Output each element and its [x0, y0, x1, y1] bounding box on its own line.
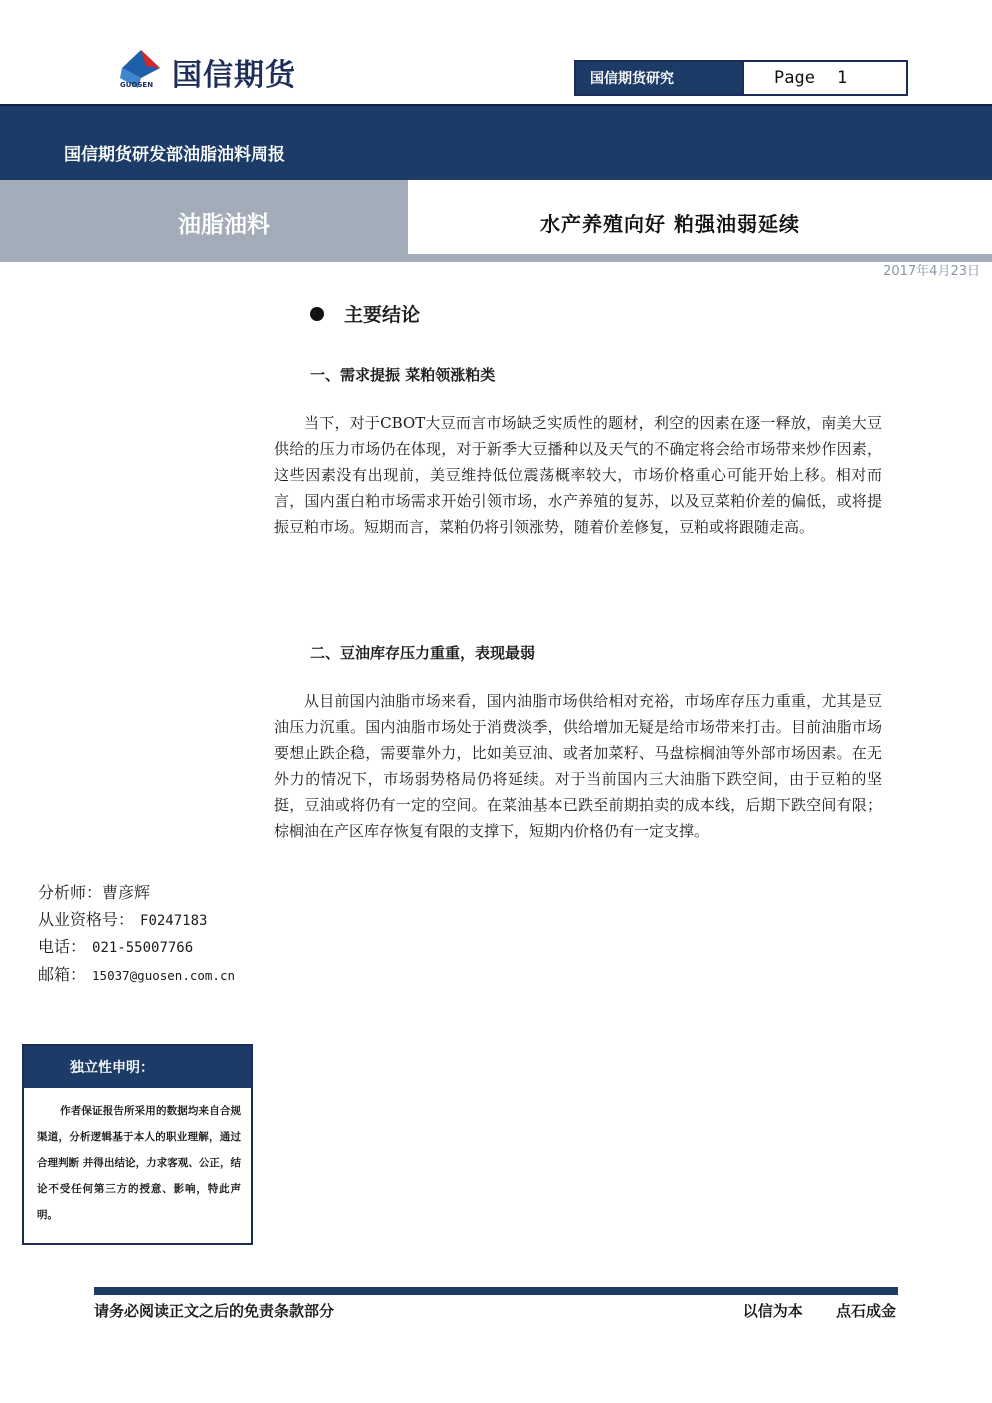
section-body: 当下，对于CBOT大豆而言市场缺乏实质性的题材，利空的因素在逐一释放，南美大豆供给的压力市场仍在体现，对于新季大豆播种以及天气的不确定将会给市场带来炒作因素，这些因素没有出现前，美豆维持低位震荡概率较大，市场价格重心可能开始上移。相对而言，国内蛋白粕市场需求开始引领市场，水产养殖的复苏，以及豆菜粕价差的偏低，或将提振豆粕市场。短期而言，菜粕仍将引领涨势，随着价差修复，豆粕或将跟随走高。 — [274, 414, 882, 536]
analyst-cert-label: 从业资格号： — [38, 909, 135, 929]
section-body: 从目前国内油脂市场来看，国内油脂市场供给相对充裕，市场库存压力重重，尤其是豆油压力沉重。国内油脂市场处于消费淡季，供给增加无疑是给市场带来打击。目前油脂市场要想止跌企稳，需要靠外力，比如美豆油、或者加菜籽、马盘棕榈油等外部市场因素。在无外力的情况下，市场弱势格局仍将延续。对于当前国内三大油脂下跌空间，由于豆粕的坚挺，豆油或将仍有一定的空间。在菜油基本已跌至前期拍卖的成本线，后期下跌空间有限；棕榈油在产区库存恢复有限的支撑下，短期内价格仍有一定支撑。 — [274, 692, 882, 840]
page-label: Page — [774, 68, 815, 88]
analyst-cert: F0247183 — [140, 912, 208, 929]
analyst-phone-row — [38, 934, 235, 962]
analyst-cert-row — [38, 907, 235, 935]
section-title: 一、需求提振 菜粕领涨粕类 — [310, 366, 496, 384]
analyst-phone-label: 电话： — [38, 937, 87, 956]
page-indicator-box — [574, 60, 908, 96]
page-number: 1 — [836, 68, 848, 88]
statement-title: 独立性申明： — [24, 1046, 251, 1088]
independence-statement-box — [22, 1044, 253, 1245]
statement-body: 作者保证报告所采用的数据均来自合规渠道，分析逻辑基于本人的职业理解，通过合理判断 并得出结论，力求客观、公正，结论不受任何第三方的授意、影响，特此声明。 — [37, 1105, 241, 1221]
category-band — [0, 180, 992, 279]
headline-block — [408, 180, 992, 254]
analyst-info — [38, 880, 235, 989]
section-title: 二、豆油库存压力重重，表现最弱 — [310, 644, 536, 662]
conclusion-title: 主要结论 — [344, 304, 421, 326]
category-label: 油脂油料 — [178, 212, 270, 238]
bullet-icon — [310, 307, 324, 321]
analyst-phone: 021-55007766 — [92, 940, 194, 956]
footer-slogan: 以信为本 点石成金 — [742, 1302, 896, 1320]
report-title: 国信期货研发部油脂油料周报 — [64, 145, 285, 165]
conclusion-heading — [310, 300, 420, 327]
research-label: 国信期货研究 — [576, 62, 744, 94]
analyst-email-label: 邮箱： — [38, 964, 87, 984]
report-date: 2017年4月23日 — [883, 264, 980, 279]
footer-disclaimer-note: 请务必阅读正文之后的免责条款部分 — [94, 1302, 335, 1320]
analyst-name: 曹彦辉 — [102, 883, 151, 902]
page-number-area — [744, 62, 906, 94]
company-logo — [116, 48, 346, 94]
headline: 水产养殖向好 粕强油弱延续 — [540, 212, 800, 236]
analyst-name-row — [38, 880, 235, 907]
report-title-band — [0, 104, 992, 180]
footer-divider — [94, 1287, 898, 1295]
logo-text: 国信期货 — [172, 58, 296, 93]
analyst-name-label: 分析师： — [38, 883, 103, 902]
analyst-email-row — [38, 962, 235, 990]
logo-sub: GUOSEN — [120, 81, 154, 89]
category-block — [0, 180, 408, 262]
analyst-email[interactable]: 15037@guosen.com.cn — [92, 967, 236, 983]
